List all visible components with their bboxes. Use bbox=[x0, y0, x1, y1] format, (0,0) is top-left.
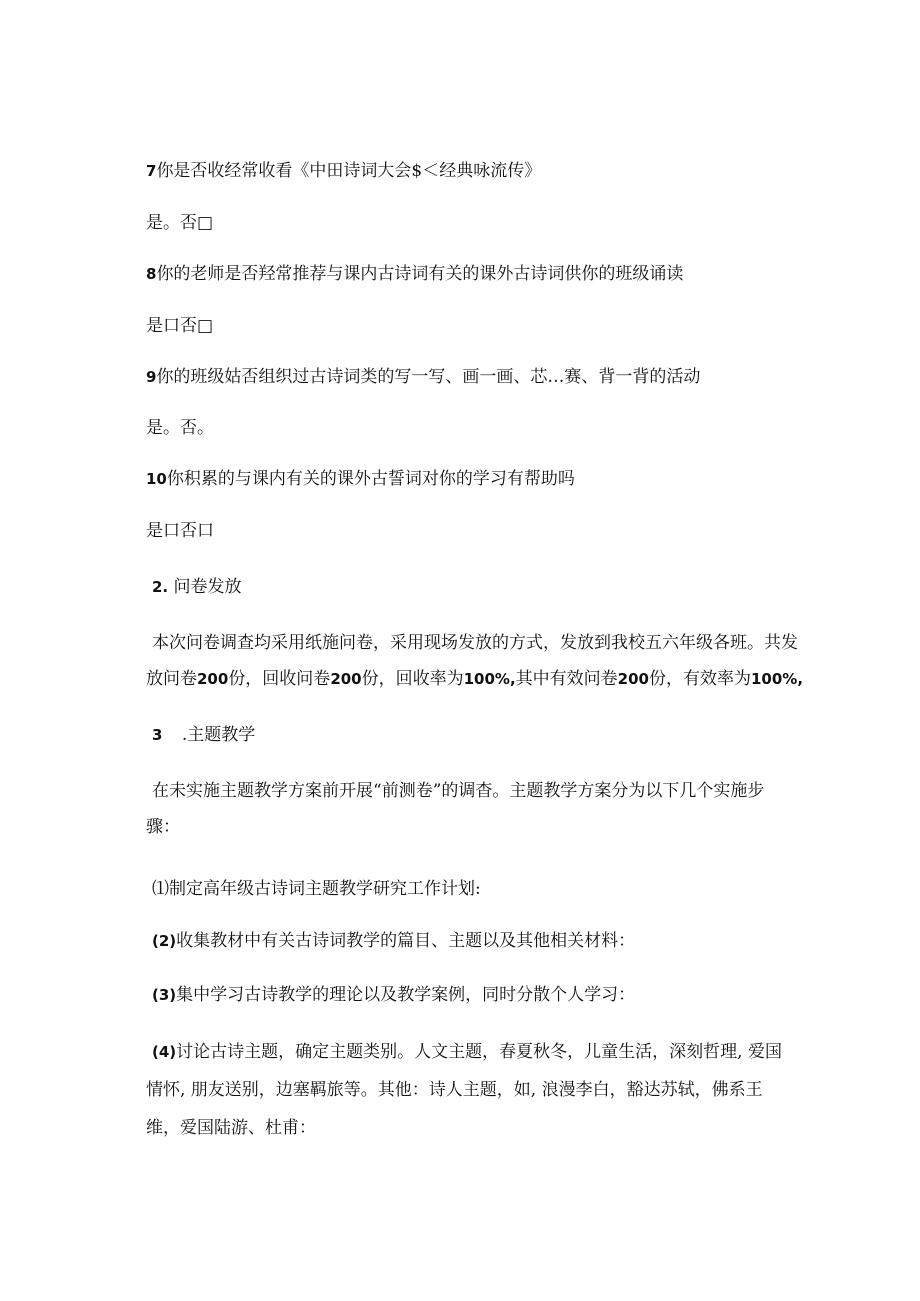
step-number: (3) bbox=[152, 986, 177, 1004]
step-4 bbox=[146, 1033, 786, 1147]
section-3-intro-line-1: 在未实施主题教学方案前开展“前测卷”的调杳。主题教学方案分为以下几个实施步 bbox=[152, 781, 765, 801]
section-number: 2. bbox=[152, 578, 169, 596]
section-2-paragraph-line-1: 本次问卷调查均采用纸施问卷，采用现场发放的方式，发放到我校五六年级各班。共发 bbox=[152, 633, 798, 653]
step-2 bbox=[152, 930, 635, 952]
text: 放问卷 bbox=[146, 669, 197, 689]
question-text: 你积累的与课内有关的课外古誓词对你的学习有帮助吗 bbox=[166, 469, 575, 489]
question-number: 9 bbox=[146, 368, 157, 386]
section-3-heading bbox=[152, 724, 255, 746]
question-number: 10 bbox=[146, 470, 167, 488]
question-text: 你的班级姑否组织过古诗词类的写一写、画一画、芯…赛、背一背的活动 bbox=[156, 367, 701, 387]
number: 200 bbox=[330, 670, 362, 688]
number: 100%, bbox=[750, 670, 804, 688]
step-1 bbox=[152, 878, 481, 900]
section-2-paragraph-line-2 bbox=[146, 668, 803, 690]
question-text: 你的老师是否羟常推荐与课内古诗词有关的课外古诗词供你的班级诵读 bbox=[156, 264, 684, 284]
number: 200 bbox=[617, 670, 649, 688]
text: 份，回收率为 bbox=[361, 669, 464, 689]
section-title: .主题教学 bbox=[181, 725, 256, 745]
question-9 bbox=[146, 366, 700, 388]
step-text: 收集教材中有关古诗词教学的篇目、主题以及其他相关材料： bbox=[176, 931, 636, 951]
answer-10: 是口否口 bbox=[146, 521, 214, 541]
step-3 bbox=[152, 984, 635, 1006]
number: 200 bbox=[197, 670, 229, 688]
question-8 bbox=[146, 263, 683, 285]
step-number: (4) bbox=[152, 1043, 177, 1061]
section-number: 3 bbox=[152, 726, 163, 744]
section-title: 问卷发放 bbox=[173, 577, 242, 597]
question-text: 你是否收经常收看《中田诗词大会$＜经典咏流传》 bbox=[156, 161, 542, 181]
step-text: 制定高年级古诗词主题教学研究工作计划: bbox=[169, 879, 481, 899]
answer-8: 是口否□ bbox=[146, 316, 214, 336]
step-text: 讨论古诗主题，确定主题类别。人文主题，春夏秋冬，儿童生活，深刻哲理, 爱国情怀, 朋友送别，边塞羁旅等。其他：诗人主题，如, 浪漫李白，豁达苏轼，佛系王维，爱国陆游、杜甫： bbox=[146, 1042, 782, 1138]
step-number: (2) bbox=[152, 932, 177, 950]
question-7 bbox=[146, 160, 541, 182]
section-2-heading bbox=[152, 576, 242, 598]
answer-9: 是。否。 bbox=[146, 418, 214, 438]
step-number: ⑴ bbox=[152, 879, 169, 899]
question-number: 7 bbox=[146, 162, 157, 180]
number: 100%, bbox=[463, 670, 516, 688]
text: 份，回收问卷 bbox=[228, 669, 331, 689]
answer-7: 是。否□ bbox=[146, 213, 214, 233]
text: 其中有效问卷 bbox=[515, 669, 618, 689]
question-number: 8 bbox=[146, 265, 157, 283]
section-3-intro-line-2: 骤： bbox=[146, 817, 180, 837]
question-10 bbox=[146, 468, 575, 490]
step-text: 集中学习古诗教学的理论以及教学案例，同时分散个人学习： bbox=[176, 985, 636, 1005]
text: 份，有效率为 bbox=[648, 669, 751, 689]
